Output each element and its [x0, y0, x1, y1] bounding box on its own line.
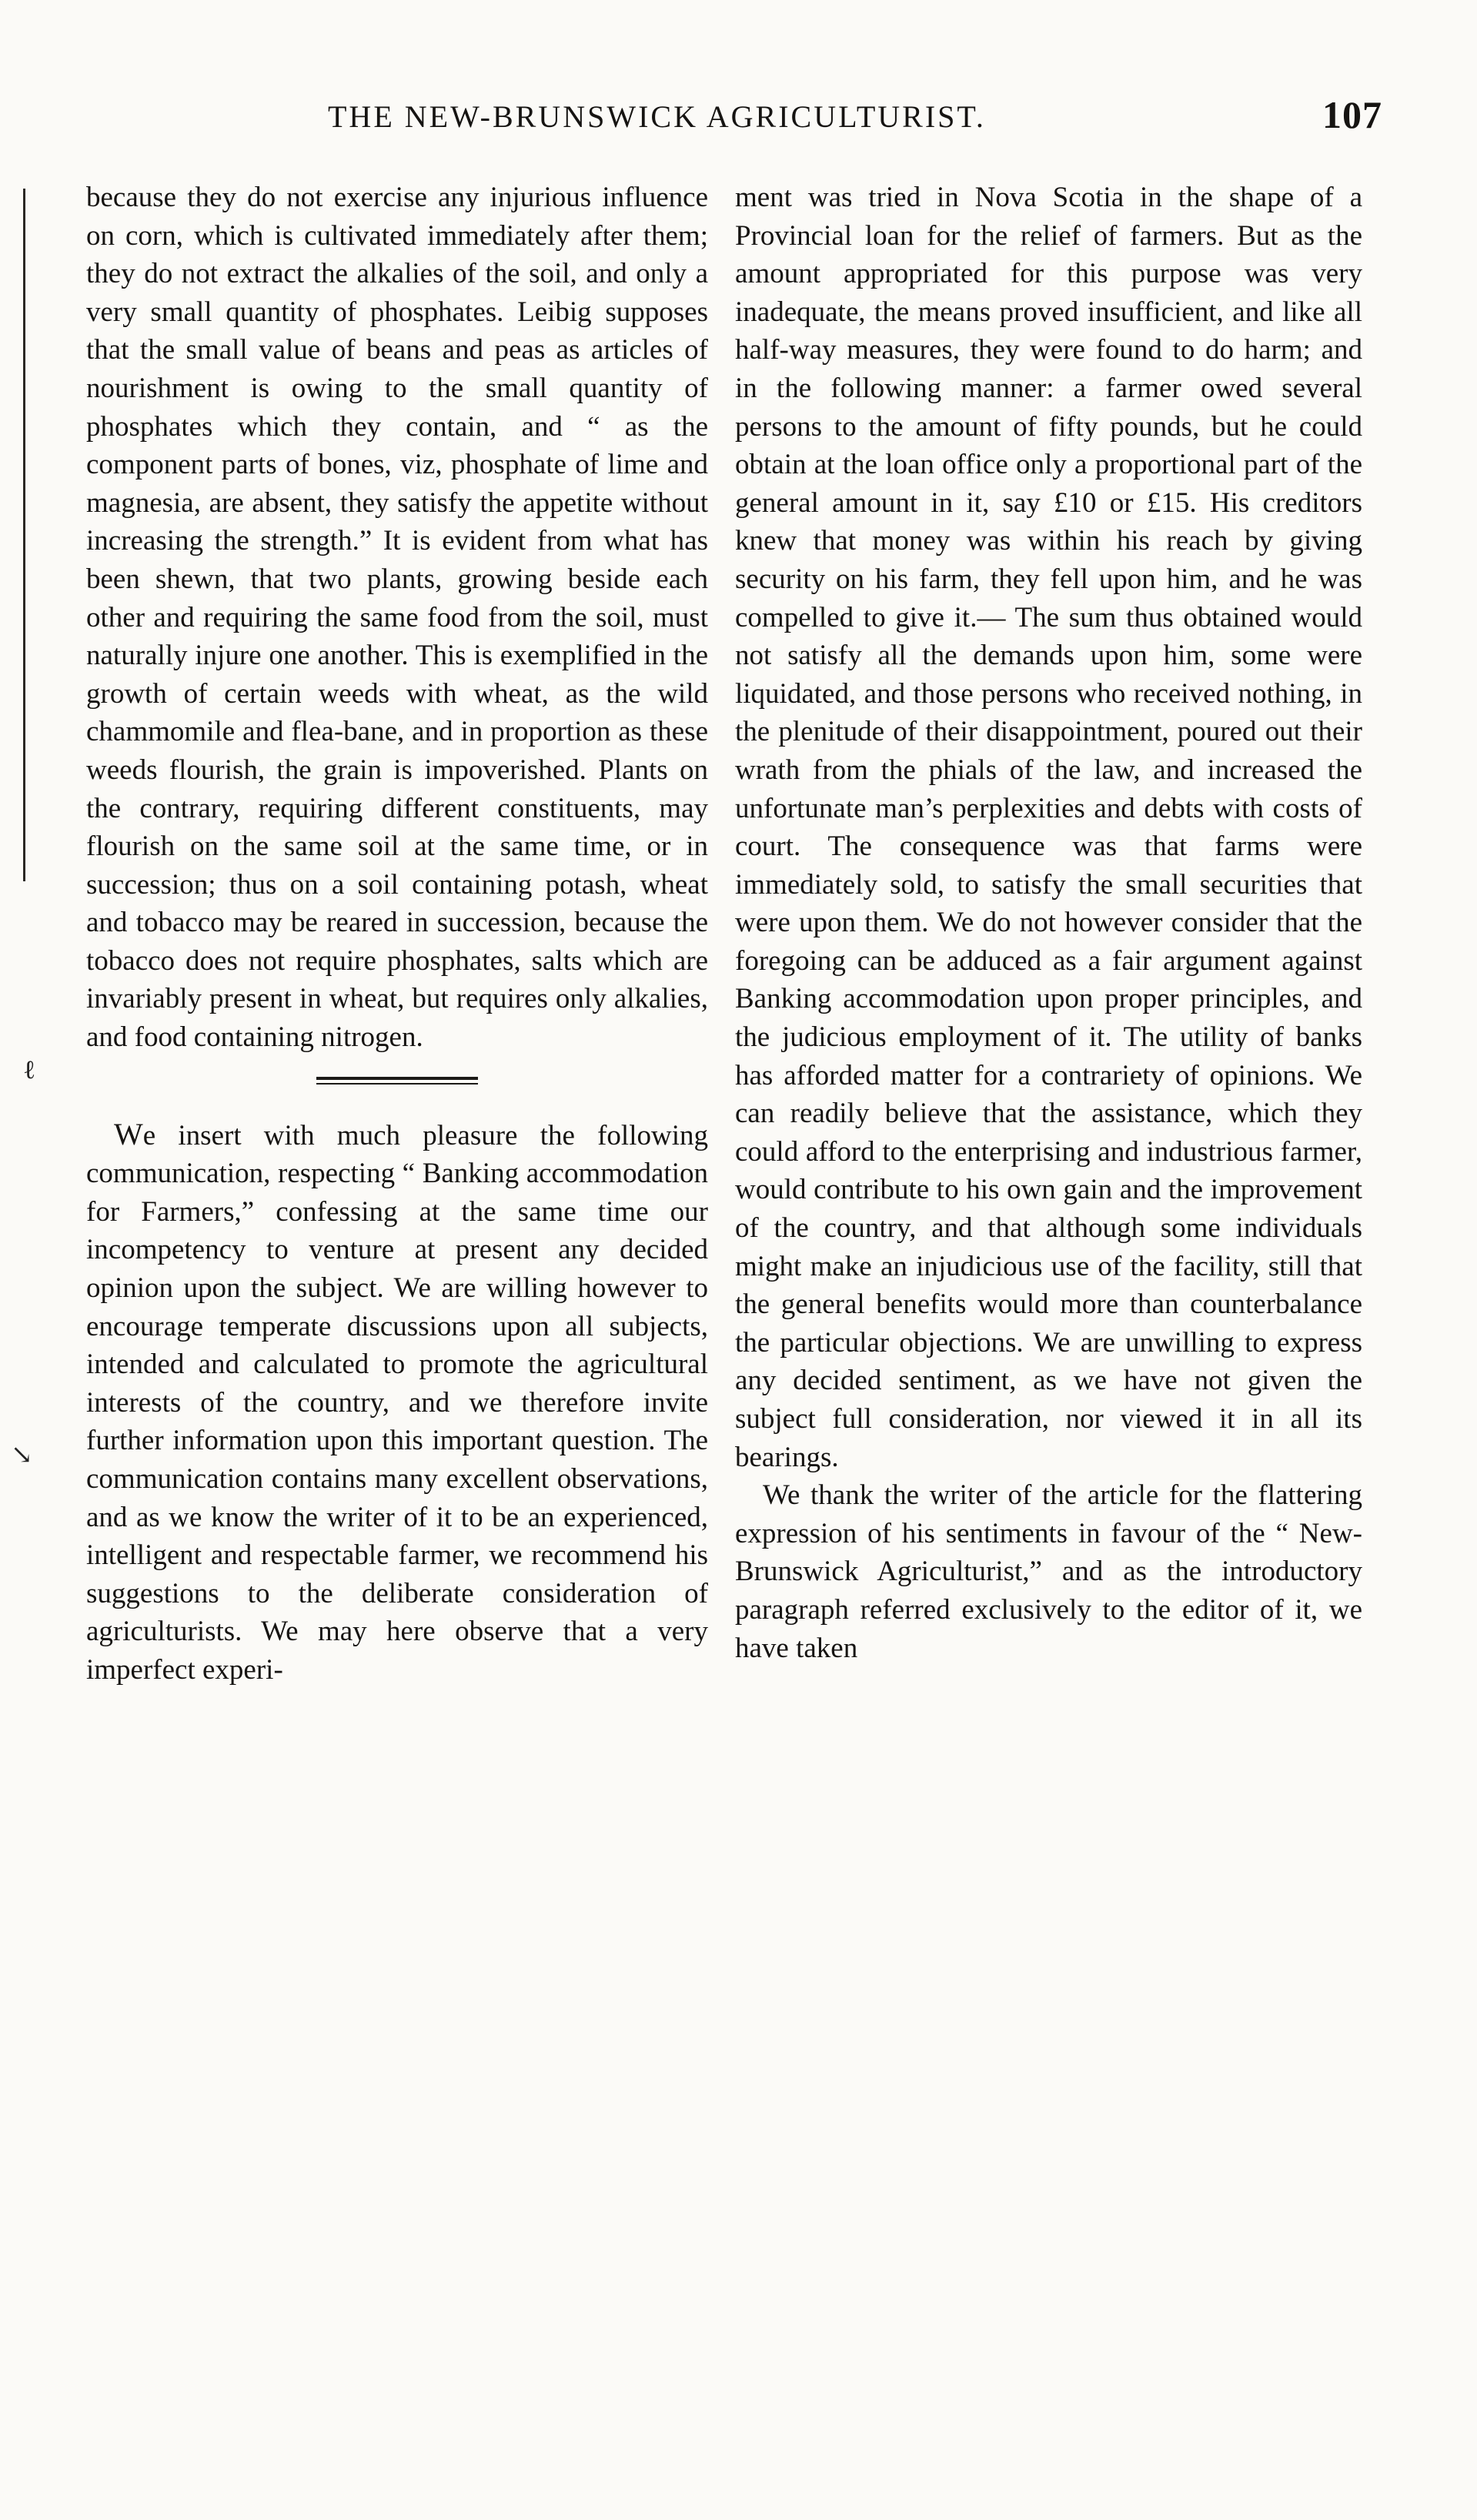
right-column	[735, 179, 1362, 1667]
article-paragraph: because they do not exercise any injurious influence on corn, which is cultivated immediately after them; they do not extract the alkalies of the soil, and only a very small quantity of phosphates. Leibig supposes that the small value of beans and peas as articles of nourishment is owing to the small quantity of phosphates which they contain, and “ as the component parts of bones, viz, phosphate of lime and magnesia, are absent, they satisfy the appetite without increasing the strength.” It is evident from what has been shewn, that two plants, growing beside each other and requiring the same food from the soil, must naturally injure one another. This is exemplified in the growth of certain weeds with wheat, as the wild chammomile and flea-bane, and in proportion as these weeds flourish, the grain is impoverished. Plants on the contrary, requiring different constituents, may flourish on the same soil at the same time, or in succession; thus on a soil containing potash, wheat and tobacco may be reared in succession, because the tobacco does not require phosphates, salts which are invariably present in wheat, but requires only alkalies, and food containing nitrogen.	[86, 182, 708, 1054]
section-divider	[316, 1077, 478, 1085]
left-column	[86, 179, 708, 1689]
editorial-continuation-paragraph: ment was tried in Nova Scotia in the shape of a Provincial loan for the relief of farmers. But as the amount appropriated for this purpose was very inadequate, the means proved insufficient, and like all half-way measures, they were found to do harm; and in the following manner: a farmer owed several persons to the amount of fifty pounds, but he could obtain at the loan office only a proportional part of the general amount in it, say £10 or £15. His creditors knew that money was within his reach by giving security on his farm, they fell upon him, and he was compelled to give it.— The sum thus obtained would not satisfy all the demands upon him, some were liquidated, and those persons who received nothing, in the plenitude of their disappointment, poured out their wrath from the phials of the law, and increased the unfortunate man’s perplexities and debts with costs of court. The consequence was that farms were immediately sold, to satisfy the small securities that were upon them. We do not however consider that the foregoing can be adduced as a fair argument against Banking accommodation upon proper principles, and the judicious employment of it. The utility of banks has afforded matter for a contrariety of opinions. We can readily believe that the assistance, which they could afford to the enterprising and industrious farmer, would contribute to his own gain and the improvement of the country, and that although some individuals might make an injudicious use of the facility, still that the general benefits would more than counterbalance the particular objections. We are unwilling to express any decided sentiment, as we have not given the subject full consideration, nor viewed it in all its bearings.	[735, 182, 1362, 1473]
closing-paragraph: We thank the writer of the article for the flattering expression of his sentiments in favour of the “ New-Brunswick Agriculturist,” and as the introductory paragraph referred exclusively to the editor of it, we have taken	[735, 1479, 1362, 1664]
margin-mark: ↘	[11, 1441, 33, 1469]
margin-rule	[23, 189, 25, 881]
margin-mark: ℓ	[23, 1056, 36, 1085]
page-header	[74, 92, 1382, 146]
page-number: 107	[1322, 93, 1382, 136]
running-head: THE NEW-BRUNSWICK AGRICULTURIST.	[328, 99, 986, 134]
editorial-paragraph: We insert with much pleasure the following communication, respecting “ Banking accommodation for Farmers,” confessing at the same time our incompetency to venture at present any decided opinion upon the subject. We are willing however to encourage temperate discussions upon all subjects, intended and calculated to promote the agricultural interests of the country, and we therefore invite further information upon this important question. The communication contains many excellent observations, and as we know the writer of it to be an experienced, intelligent and respectable farmer, we recommend his suggestions to the deliberate consideration of agriculturists. We may here observe that a very imperfect experi-	[86, 1116, 708, 1686]
